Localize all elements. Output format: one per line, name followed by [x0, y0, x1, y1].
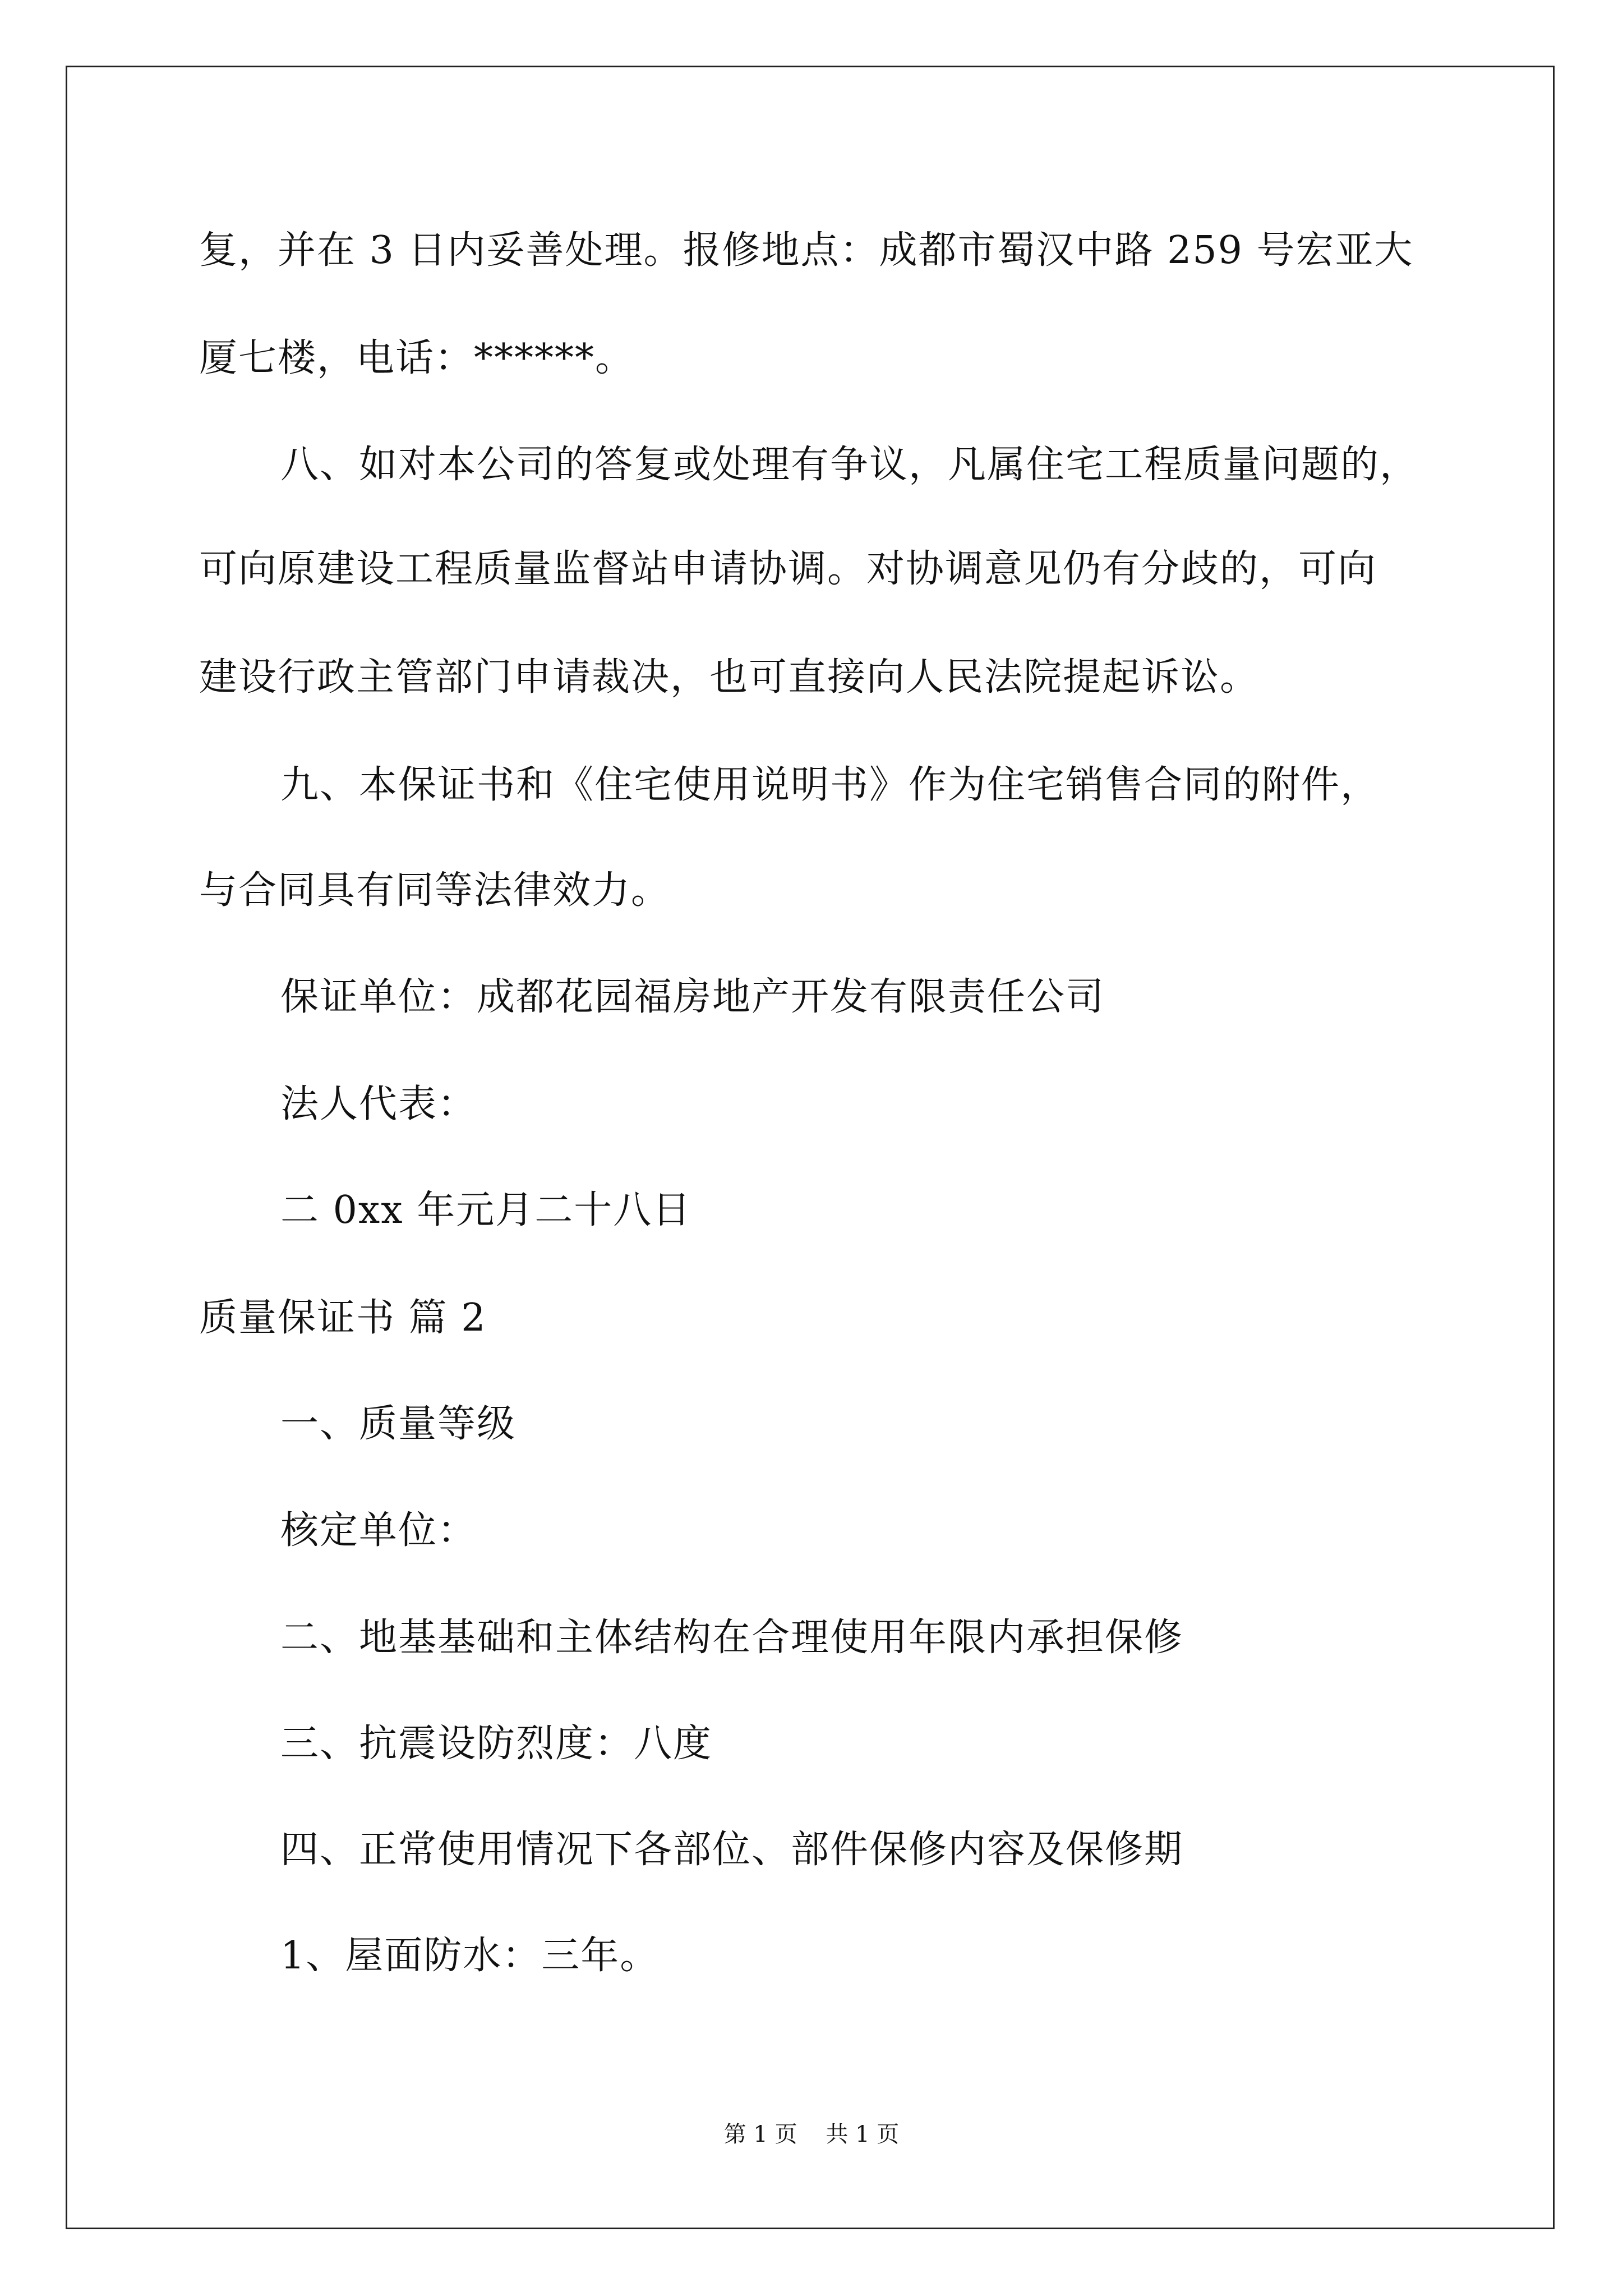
page-border — [66, 66, 1555, 2229]
page-number-footer: 第 1 页 共 1 页 — [723, 2122, 900, 2147]
text-line-12: 一、质量等级 — [280, 1402, 517, 1446]
text-line-4: 可向原建设工程质量监督站申请协调。对协调意见仍有分歧的，可向 — [199, 547, 1377, 591]
text-line-14: 二、地基基础和主体结构在合理使用年限内承担保修 — [280, 1616, 1184, 1660]
text-line-3: 八、如对本公司的答复或处理有争议，凡属住宅工程质量问题的， — [280, 443, 1419, 487]
text-line-10: 二 0xx 年元月二十八日 — [280, 1188, 692, 1232]
text-line-2: 厦七楼，电话：******。 — [199, 336, 635, 380]
text-line-7: 与合同具有同等法律效力。 — [199, 868, 671, 913]
text-line-13: 核定单位： — [280, 1508, 477, 1553]
text-line-1: 复，并在 3 日内妥善处理。报修地点：成都市蜀汉中路 259 号宏亚大 — [199, 228, 1414, 273]
text-line-8: 保证单位：成都花园福房地产开发有限责任公司 — [280, 975, 1105, 1019]
text-line-5: 建设行政主管部门申请裁决，也可直接向人民法院提起诉讼。 — [199, 655, 1260, 700]
text-line-16: 四、正常使用情况下各部位、部件保修内容及保修期 — [280, 1828, 1184, 1872]
text-line-9: 法人代表： — [280, 1082, 477, 1126]
text-line-17: 1、屋面防水：三年。 — [280, 1934, 660, 1978]
section-heading: 质量保证书 篇 2 — [199, 1296, 487, 1340]
text-line-15: 三、抗震设防烈度：八度 — [280, 1722, 713, 1766]
text-line-6: 九、本保证书和《住宅使用说明书》作为住宅销售合同的附件， — [280, 763, 1380, 807]
